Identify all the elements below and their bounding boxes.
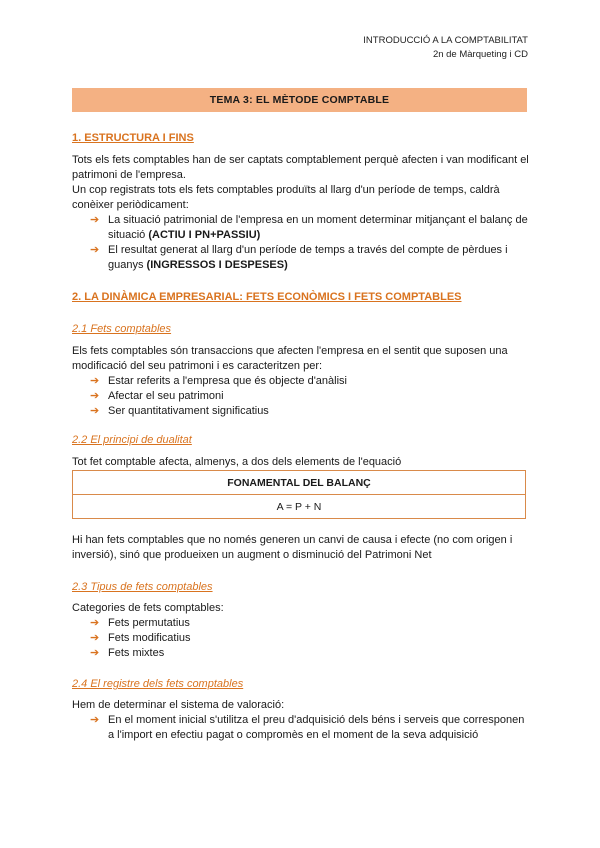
section-1-para-2: Un cop registrats tots els fets comptables produïts al llarg d'un període de temps, caldrà conèixer periòdicament: <box>72 184 500 211</box>
section-2-heading: 2. LA DINÀMICA EMPRESARIAL: FETS ECONÒMICS I FETS COMPTABLES <box>72 291 462 303</box>
section-2-2-para-after: Hi han fets comptables que no només generen un canvi de causa i efecte (no com origen i inversió), sinó que produeixen un augment o disminució del Patrimoni Net <box>72 534 513 561</box>
arrow-bullet-icon: ➔ <box>90 632 100 644</box>
arrow-bullet-icon: ➔ <box>90 617 100 629</box>
section-2-4-list <box>72 713 530 743</box>
section-2-4-heading-block <box>72 678 530 690</box>
section-2-1-heading-block <box>72 323 530 335</box>
arrow-bullet-icon: ➔ <box>90 714 100 726</box>
section-2-1-heading: 2.1 Fets comptables <box>72 323 172 335</box>
bold-term: (ACTIU I PN+PASSIU) <box>148 229 261 241</box>
list-item: ➔ Ser quantitativament significatius <box>90 405 269 417</box>
list-item: ➔ La situació patrimonial de l'empresa en un moment determinar mitjançant el balanç de situació (ACTIU I PN+PASSIU) <box>90 214 528 241</box>
section-2-1-para: Els fets comptables són transaccions que afecten l'empresa en el sentit que suposen una modificació del seu patrimoni i es caracteritzen per: <box>72 345 508 372</box>
equation-box-title: FONAMENTAL DEL BALANÇ <box>73 471 525 495</box>
section-2-3-heading-block <box>72 581 530 593</box>
section-2-2-intro <box>72 455 530 470</box>
section-1-heading: 1. ESTRUCTURA I FINS <box>72 132 194 144</box>
section-2-3-list <box>72 616 530 661</box>
list-item: ➔ En el moment inicial s'utilitza el preu d'adquisició dels béns i serveis que corresponen a l'import en efectiu pagat o compromès en el moment de la seva adquisició <box>90 714 525 741</box>
section-1-list <box>72 213 530 273</box>
arrow-bullet-icon: ➔ <box>90 244 100 256</box>
arrow-bullet-icon: ➔ <box>90 390 100 402</box>
section-1-body <box>72 153 530 273</box>
section-2-2-after <box>72 533 530 563</box>
arrow-bullet-icon: ➔ <box>90 647 100 659</box>
balance-equation-box <box>72 470 526 519</box>
section-1-heading-block <box>72 132 530 144</box>
arrow-bullet-icon: ➔ <box>90 405 100 417</box>
list-item: ➔ Fets mixtes <box>90 647 165 659</box>
list-item: ➔ Estar referits a l'empresa que és objecte d'anàlisi <box>90 375 347 387</box>
section-1-para-1: Tots els fets comptables han de ser captats comptablement perquè afecten i van modificant el patrimoni de l'empresa. <box>72 154 529 181</box>
section-2-2-heading: 2.2 El principi de dualitat <box>72 434 192 446</box>
section-2-3-heading: 2.3 Tipus de fets comptables <box>72 581 213 593</box>
arrow-bullet-icon: ➔ <box>90 375 100 387</box>
course-subtitle: 2n de Màrqueting i CD <box>432 49 528 60</box>
section-2-1-list <box>72 374 530 419</box>
topic-banner <box>72 88 527 112</box>
section-2-2-heading-block <box>72 434 530 446</box>
section-2-heading-block <box>72 291 530 303</box>
topic-title: TEMA 3: EL MÈTODE COMPTABLE <box>209 94 390 106</box>
list-item: ➔ El resultat generat al llarg d'un període de temps a través del compte de pèrdues i guanys (INGRESSOS I DESPESES) <box>90 244 508 271</box>
list-item: ➔ Fets permutatius <box>90 617 190 629</box>
section-2-2-para: Tot fet comptable afecta, almenys, a dos dels elements de l'equació <box>72 456 402 468</box>
section-2-4-heading: 2.4 El registre dels fets comptables <box>72 678 244 690</box>
list-item: ➔ Afectar el seu patrimoni <box>90 390 224 402</box>
arrow-bullet-icon: ➔ <box>90 214 100 226</box>
course-title: INTRODUCCIÓ A LA COMPTABILITAT <box>363 35 528 46</box>
section-2-3-para: Categories de fets comptables: <box>72 602 224 614</box>
equation-box-formula: A = P + N <box>276 500 322 513</box>
list-item: ➔ Fets modificatius <box>90 632 191 644</box>
bold-term: (INGRESSOS I DESPESES) <box>146 259 288 271</box>
section-2-4-para: Hem de determinar el sistema de valoració: <box>72 699 285 711</box>
section-2-4-body <box>72 698 530 743</box>
section-2-3-body <box>72 601 530 661</box>
document-header <box>363 34 528 62</box>
section-2-1-body <box>72 344 530 419</box>
